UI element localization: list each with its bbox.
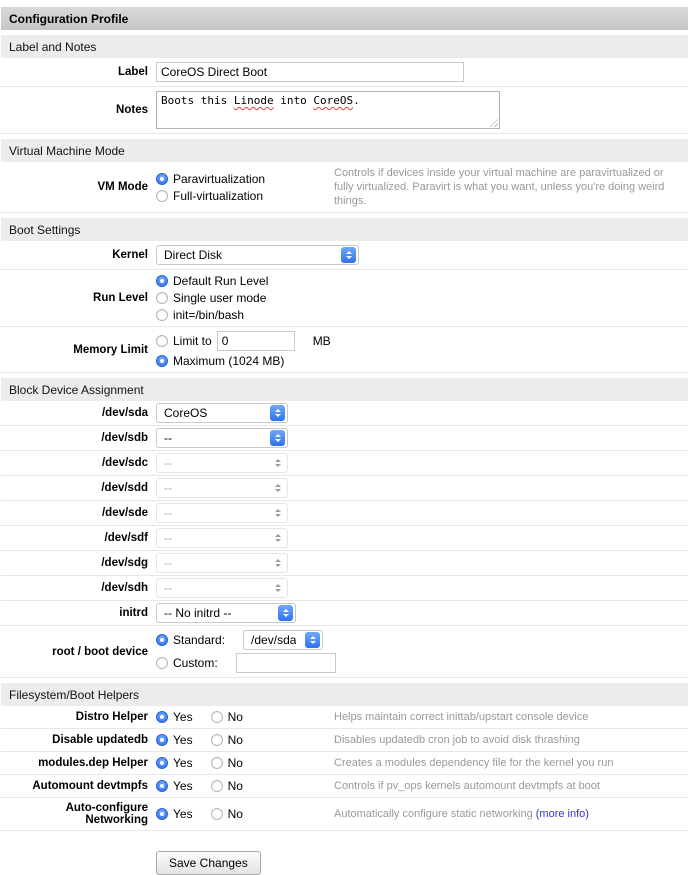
radio-init-bin-bash-label[interactable]: init=/bin/bash [173, 308, 245, 322]
select-stepper-icon [278, 605, 293, 621]
select-stepper-icon [270, 480, 285, 496]
kernel-label: Kernel [112, 249, 148, 261]
field-row-initrd [1, 601, 688, 626]
radio-automount-devtmpfs-no[interactable] [211, 780, 223, 792]
initrd-label: initrd [119, 607, 148, 619]
radio-no-label[interactable]: No [227, 779, 243, 793]
radio-no-label[interactable]: No [227, 710, 243, 724]
select-stepper-icon [270, 530, 285, 546]
radio-single-user-mode-label[interactable]: Single user mode [173, 291, 267, 305]
radio-root-standard-label[interactable]: Standard: [173, 633, 226, 647]
radio-yes-label[interactable]: Yes [173, 756, 193, 770]
save-changes-button[interactable]: Save Changes [156, 851, 261, 875]
auto-configure-networking-help-text: Automatically configure static networking (more info) [334, 808, 589, 820]
label-input[interactable] [156, 62, 464, 82]
automount-devtmpfs-help-text: Controls if pv_ops kernels automount devtmpfs at boot [334, 780, 600, 792]
dev-sdh-label: /dev/sdh [101, 582, 148, 594]
radio-yes-label[interactable]: Yes [173, 779, 193, 793]
field-row-dev-sdc [1, 451, 688, 476]
radio-modules-dep-yes[interactable] [156, 757, 168, 769]
field-row-automount-devtmpfs [1, 775, 688, 798]
auto-configure-networking-label: Auto-configure Networking [65, 802, 148, 826]
memory-limit-input[interactable] [217, 331, 295, 351]
radio-no-label[interactable]: No [227, 756, 243, 770]
radio-modules-dep-no[interactable] [211, 757, 223, 769]
radio-full-virtualization-label[interactable]: Full-virtualization [173, 188, 264, 203]
field-row-dev-sdd [1, 476, 688, 501]
select-stepper-icon [270, 430, 285, 446]
radio-default-run-level-label[interactable]: Default Run Level [173, 274, 269, 288]
select-stepper-icon [270, 580, 285, 596]
radio-distro-helper-yes[interactable] [156, 711, 168, 723]
notes-field-label: Notes [116, 104, 148, 116]
field-row-label [1, 58, 688, 87]
radio-distro-helper-no[interactable] [211, 711, 223, 723]
automount-devtmpfs-label: Automount devtmpfs [32, 780, 148, 792]
radio-paravirtualization-label[interactable]: Paravirtualization [173, 171, 266, 186]
radio-memory-limit-to[interactable] [156, 335, 168, 347]
radio-yes-label[interactable]: Yes [173, 733, 193, 747]
radio-auto-configure-networking-yes[interactable] [156, 808, 168, 820]
field-row-modules-dep-helper [1, 752, 688, 775]
field-row-dev-sda [1, 401, 688, 426]
section-filesystem-boot-helpers: Filesystem/Boot Helpers [1, 683, 688, 706]
select-stepper-icon [305, 632, 320, 648]
device-select-sdf: -- [156, 528, 288, 548]
radio-root-standard[interactable] [156, 634, 168, 646]
radio-disable-updatedb-no[interactable] [211, 734, 223, 746]
field-row-memory-limit [1, 327, 688, 373]
device-select-sdb[interactable]: -- [156, 428, 288, 448]
device-select-sde: -- [156, 503, 288, 523]
distro-helper-help-text: Helps maintain correct inittab/upstart console device [334, 711, 589, 723]
radio-single-user-mode[interactable] [156, 292, 168, 304]
save-row [1, 831, 688, 875]
modules-dep-helper-help-text: Creates a modules dependency file for the kernel you run [334, 757, 614, 769]
kernel-select-value: Direct Disk [164, 248, 223, 262]
radio-default-run-level[interactable] [156, 275, 168, 287]
notes-misspelled-word: CoreOS [313, 94, 354, 107]
dev-sdc-label: /dev/sdc [101, 457, 148, 469]
configuration-profile-form [1, 7, 688, 875]
dev-sdb-label: /dev/sdb [101, 432, 148, 444]
select-stepper-icon [270, 405, 285, 421]
page-title: Configuration Profile [1, 7, 688, 30]
disable-updatedb-label: Disable updatedb [52, 734, 148, 746]
field-row-root-boot-device [1, 626, 688, 678]
field-row-run-level [1, 270, 688, 327]
radio-full-virtualization[interactable] [156, 190, 168, 202]
run-level-label: Run Level [93, 292, 148, 304]
select-stepper-icon [270, 455, 285, 471]
notes-text: Boots this [161, 94, 234, 107]
disable-updatedb-help-text: Disables updatedb cron job to avoid disk thrashing [334, 734, 580, 746]
memory-unit-label: MB [312, 334, 331, 348]
radio-auto-configure-networking-no[interactable] [211, 808, 223, 820]
radio-yes-label[interactable]: Yes [173, 807, 193, 821]
field-row-auto-configure-networking [1, 798, 688, 831]
section-boot-settings: Boot Settings [1, 218, 688, 241]
section-virtual-machine-mode: Virtual Machine Mode [1, 139, 688, 162]
root-boot-device-label: root / boot device [52, 645, 148, 658]
radio-root-custom[interactable] [156, 657, 168, 669]
field-row-dev-sdg [1, 551, 688, 576]
device-select-sdh: -- [156, 578, 288, 598]
notes-misspelled-word: Linode [233, 94, 274, 107]
select-stepper-icon [341, 247, 356, 263]
field-row-dev-sdb [1, 426, 688, 451]
field-row-dev-sdh [1, 576, 688, 601]
dev-sde-label: /dev/sde [101, 507, 148, 519]
radio-root-custom-label[interactable]: Custom: [173, 656, 218, 670]
dev-sdg-label: /dev/sdg [101, 557, 148, 569]
kernel-select[interactable] [156, 245, 359, 265]
field-row-notes [1, 87, 688, 134]
section-block-device-assignment: Block Device Assignment [1, 378, 688, 401]
device-select-sdd: -- [156, 478, 288, 498]
select-stepper-icon [270, 555, 285, 571]
radio-paravirtualization[interactable] [156, 173, 168, 185]
modules-dep-helper-label: modules.dep Helper [38, 757, 148, 769]
radio-no-label[interactable]: No [227, 807, 243, 821]
root-device-select[interactable]: /dev/sda [243, 630, 323, 650]
resize-handle-icon[interactable] [489, 118, 498, 127]
initrd-select[interactable]: -- No initrd -- [156, 603, 296, 623]
field-row-distro-helper [1, 706, 688, 729]
field-row-kernel [1, 241, 688, 270]
radio-yes-label[interactable]: Yes [173, 710, 193, 724]
notes-text: . [353, 94, 360, 107]
radio-memory-limit-to-label[interactable]: Limit to [173, 334, 212, 348]
field-row-dev-sdf [1, 526, 688, 551]
root-custom-input[interactable] [236, 653, 336, 673]
vm-mode-label: VM Mode [97, 181, 148, 193]
more-info-link[interactable]: (more info) [535, 808, 589, 820]
field-row-vm-mode [1, 162, 688, 213]
device-select-sda[interactable]: CoreOS [156, 403, 288, 423]
dev-sdf-label: /dev/sdf [104, 532, 148, 544]
select-stepper-icon [270, 505, 285, 521]
section-label-and-notes: Label and Notes [1, 35, 688, 58]
radio-memory-maximum[interactable] [156, 355, 168, 367]
memory-limit-label: Memory Limit [73, 343, 148, 356]
device-select-sdc: -- [156, 453, 288, 473]
radio-no-label[interactable]: No [227, 733, 243, 747]
vm-mode-help-text: Controls if devices inside your virtual machine are paravirtualized or fully virtualized. Paravirt is what you want, unless you're doing weird things. [334, 167, 665, 207]
distro-helper-label: Distro Helper [75, 711, 148, 723]
radio-init-bin-bash[interactable] [156, 309, 168, 321]
dev-sda-label: /dev/sda [101, 407, 148, 419]
notes-textarea[interactable] [156, 91, 500, 129]
notes-text: into [273, 94, 314, 107]
device-select-sdg: -- [156, 553, 288, 573]
field-row-dev-sde [1, 501, 688, 526]
label-field-label: Label [117, 66, 148, 78]
dev-sdd-label: /dev/sdd [101, 482, 148, 494]
radio-automount-devtmpfs-yes[interactable] [156, 780, 168, 792]
radio-disable-updatedb-yes[interactable] [156, 734, 168, 746]
radio-memory-maximum-label[interactable]: Maximum (1024 MB) [173, 354, 285, 368]
field-row-disable-updatedb [1, 729, 688, 752]
